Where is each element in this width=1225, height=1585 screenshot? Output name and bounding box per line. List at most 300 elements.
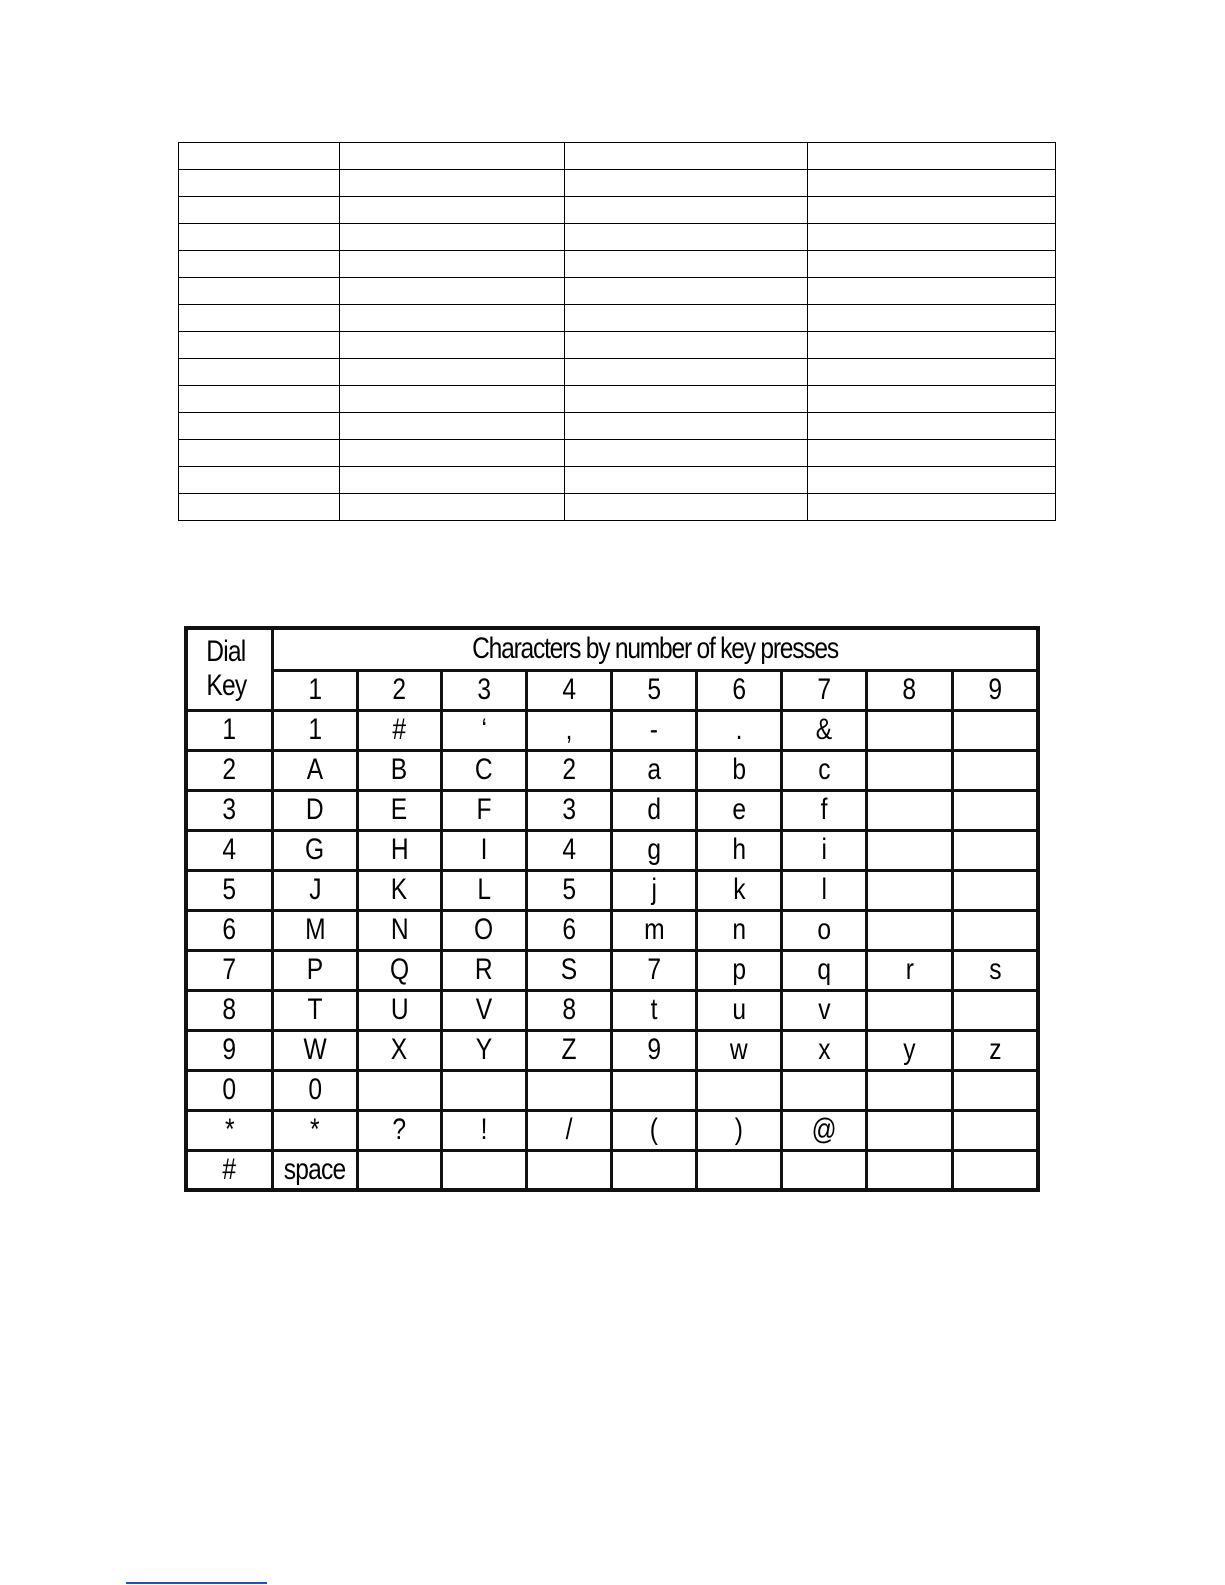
character-cell xyxy=(611,870,696,910)
press-count-label: 9 xyxy=(988,673,1002,706)
character-value: L xyxy=(477,873,490,906)
blank-table-row xyxy=(179,305,1056,332)
character-value: 9 xyxy=(647,1033,660,1066)
blank-table-row xyxy=(179,170,1056,197)
blank-table-cell xyxy=(565,224,808,251)
character-value: ( xyxy=(649,1113,658,1146)
character-cell xyxy=(952,710,1038,750)
blank-table-cell xyxy=(565,413,808,440)
character-value: space xyxy=(283,1152,346,1186)
character-cell xyxy=(357,750,441,790)
key-presses-header xyxy=(272,628,1038,670)
character-cell xyxy=(526,790,611,830)
character-cell xyxy=(952,830,1038,870)
character-value: N xyxy=(390,913,408,946)
character-cell xyxy=(526,1150,611,1190)
blank-table-cell xyxy=(565,494,808,521)
character-value: i xyxy=(821,833,826,866)
character-cell xyxy=(696,950,781,990)
character-cell xyxy=(441,910,526,950)
character-value: E xyxy=(391,793,407,826)
character-cell xyxy=(526,830,611,870)
dial-key-cell xyxy=(186,990,272,1030)
character-value: z xyxy=(989,1033,1001,1066)
blank-table-cell xyxy=(340,440,565,467)
character-value: & xyxy=(815,713,832,746)
character-value: # xyxy=(392,713,406,746)
character-cell xyxy=(272,750,357,790)
character-cell xyxy=(781,750,866,790)
character-cell xyxy=(357,1110,441,1150)
character-cell xyxy=(441,1150,526,1190)
dial-key-label: 1 xyxy=(222,713,236,746)
blank-table-cell xyxy=(179,494,340,521)
blank-table-cell xyxy=(565,440,808,467)
character-value: 8 xyxy=(562,993,575,1026)
dial-key-cell xyxy=(186,1030,272,1070)
character-cell xyxy=(611,1150,696,1190)
character-cell xyxy=(441,950,526,990)
character-value: A xyxy=(306,753,323,786)
character-cell xyxy=(272,1110,357,1150)
character-cell xyxy=(696,1110,781,1150)
blank-table-cell xyxy=(808,278,1056,305)
dial-key-row xyxy=(186,1030,1038,1070)
blank-ruled-table xyxy=(178,142,1056,521)
blank-table-cell xyxy=(808,251,1056,278)
dial-key-cell xyxy=(186,710,272,750)
blank-table-row xyxy=(179,413,1056,440)
blank-table-cell xyxy=(340,305,565,332)
character-value: ) xyxy=(734,1113,743,1146)
character-cell xyxy=(866,990,952,1030)
character-value: M xyxy=(304,913,325,946)
dial-key-label: 0 xyxy=(222,1073,236,1106)
character-value: g xyxy=(647,833,660,866)
character-value: x xyxy=(817,1033,830,1066)
dial-key-row xyxy=(186,830,1038,870)
dial-key-row xyxy=(186,790,1038,830)
character-value: 0 xyxy=(308,1073,321,1106)
character-cell xyxy=(952,990,1038,1030)
character-cell xyxy=(272,830,357,870)
character-value: D xyxy=(306,793,323,826)
blank-table-cell xyxy=(179,278,340,305)
blank-table-row xyxy=(179,278,1056,305)
character-cell xyxy=(441,1110,526,1150)
character-cell xyxy=(781,1110,866,1150)
blank-table-cell xyxy=(565,359,808,386)
character-cell xyxy=(696,990,781,1030)
character-cell xyxy=(952,750,1038,790)
blank-table-cell xyxy=(565,467,808,494)
character-value: C xyxy=(475,753,492,786)
character-value: s xyxy=(989,953,1001,986)
blank-table-cell xyxy=(179,197,340,224)
blank-table-cell xyxy=(340,467,565,494)
character-cell xyxy=(272,790,357,830)
blank-table-cell xyxy=(808,197,1056,224)
character-cell xyxy=(357,950,441,990)
blank-table-cell xyxy=(340,224,565,251)
character-value: S xyxy=(560,953,577,986)
character-cell xyxy=(696,910,781,950)
character-cell xyxy=(611,830,696,870)
press-count-header-cell xyxy=(611,670,696,710)
character-value: Z xyxy=(561,1033,576,1066)
character-value: - xyxy=(649,713,658,746)
blank-table-cell xyxy=(340,413,565,440)
blank-table-cell xyxy=(179,170,340,197)
dial-key-row xyxy=(186,710,1038,750)
dial-key-row xyxy=(186,990,1038,1030)
blank-table-cell xyxy=(179,332,340,359)
dial-key-cell xyxy=(186,790,272,830)
press-count-label: 7 xyxy=(817,673,830,706)
character-value: l xyxy=(821,873,826,906)
character-cell xyxy=(441,830,526,870)
blank-table-cell xyxy=(179,251,340,278)
dial-key-row xyxy=(186,1070,1038,1110)
blank-table-cell xyxy=(808,305,1056,332)
blank-table-cell xyxy=(565,332,808,359)
blank-table-cell xyxy=(179,305,340,332)
dial-key-label: 7 xyxy=(222,953,236,986)
character-cell xyxy=(952,1150,1038,1190)
dial-key-header-line-1: Dial xyxy=(206,634,246,668)
character-value: , xyxy=(565,713,572,746)
character-cell xyxy=(781,1030,866,1070)
blank-table-cell xyxy=(808,170,1056,197)
press-count-header-cell xyxy=(952,670,1038,710)
character-value: O xyxy=(474,913,493,946)
character-value: t xyxy=(650,993,657,1026)
character-value: y xyxy=(903,1033,915,1066)
dial-key-label: * xyxy=(224,1113,234,1146)
dial-key-cell xyxy=(186,830,272,870)
blank-table-cell xyxy=(340,143,565,170)
character-value: 1 xyxy=(308,713,321,746)
character-value: R xyxy=(475,953,492,986)
blank-table-cell xyxy=(179,359,340,386)
blank-table-cell xyxy=(565,386,808,413)
character-cell xyxy=(781,790,866,830)
blank-table-row xyxy=(179,386,1056,413)
character-cell xyxy=(696,750,781,790)
character-cell xyxy=(611,950,696,990)
press-count-header-cell xyxy=(781,670,866,710)
blank-table-cell xyxy=(808,224,1056,251)
blank-table-cell xyxy=(808,143,1056,170)
character-cell xyxy=(781,990,866,1030)
character-cell xyxy=(781,910,866,950)
character-cell xyxy=(611,790,696,830)
blank-table-row xyxy=(179,143,1056,170)
character-cell xyxy=(952,790,1038,830)
character-value: c xyxy=(817,753,830,786)
character-cell xyxy=(781,950,866,990)
dial-key-label: 2 xyxy=(222,753,236,786)
character-cell xyxy=(866,910,952,950)
character-value: Q xyxy=(389,953,409,986)
character-cell xyxy=(272,990,357,1030)
character-cell xyxy=(441,990,526,1030)
blank-table-cell xyxy=(565,197,808,224)
press-count-label: 2 xyxy=(392,673,406,706)
character-cell xyxy=(866,1070,952,1110)
character-value: J xyxy=(308,873,321,906)
blank-table-cell xyxy=(340,332,565,359)
character-value: j xyxy=(651,873,656,906)
character-cell xyxy=(611,910,696,950)
blank-table-cell xyxy=(340,170,565,197)
character-value: 5 xyxy=(562,873,575,906)
character-cell xyxy=(526,910,611,950)
press-count-label: 3 xyxy=(477,673,490,706)
blank-table-row xyxy=(179,359,1056,386)
character-value: H xyxy=(390,833,408,866)
dial-key-row xyxy=(186,1150,1038,1190)
character-value: r xyxy=(905,953,913,986)
character-cell xyxy=(526,1070,611,1110)
character-cell xyxy=(696,1070,781,1110)
blank-table-cell xyxy=(808,494,1056,521)
character-cell xyxy=(611,710,696,750)
character-cell xyxy=(526,870,611,910)
character-value: q xyxy=(817,953,830,986)
character-cell xyxy=(357,710,441,750)
dial-key-cell xyxy=(186,950,272,990)
dial-key-row xyxy=(186,750,1038,790)
character-cell xyxy=(611,1070,696,1110)
character-cell xyxy=(526,750,611,790)
character-value: X xyxy=(391,1033,407,1066)
blank-table-cell xyxy=(179,440,340,467)
blank-table-cell xyxy=(340,386,565,413)
character-cell xyxy=(866,1150,952,1190)
character-cell xyxy=(866,1030,952,1070)
press-count-label: 1 xyxy=(308,673,321,706)
blank-table-row xyxy=(179,197,1056,224)
character-value: n xyxy=(732,913,745,946)
blank-table-row xyxy=(179,251,1056,278)
character-cell xyxy=(781,830,866,870)
character-cell xyxy=(611,1110,696,1150)
press-count-header-cell xyxy=(441,670,526,710)
character-value: G xyxy=(305,833,324,866)
blank-table-cell xyxy=(808,467,1056,494)
character-cell xyxy=(441,870,526,910)
dial-key-cell xyxy=(186,870,272,910)
character-value: Y xyxy=(475,1033,492,1066)
character-cell xyxy=(272,910,357,950)
dial-key-cell xyxy=(186,1110,272,1150)
character-cell xyxy=(696,1030,781,1070)
character-value: e xyxy=(732,793,745,826)
dial-key-cell xyxy=(186,1150,272,1190)
character-value: k xyxy=(732,873,745,906)
character-cell xyxy=(441,750,526,790)
character-cell xyxy=(952,910,1038,950)
blank-table-cell xyxy=(340,278,565,305)
character-cell xyxy=(441,790,526,830)
dial-key-label: 9 xyxy=(222,1033,236,1066)
dial-key-header-line-2: Key xyxy=(206,669,247,703)
blank-table-cell xyxy=(179,224,340,251)
character-value: f xyxy=(820,793,827,826)
character-value: d xyxy=(647,793,660,826)
character-value: P xyxy=(306,953,323,986)
character-cell xyxy=(696,790,781,830)
blank-table-cell xyxy=(808,359,1056,386)
blank-table-cell xyxy=(179,386,340,413)
character-cell xyxy=(272,1030,357,1070)
character-cell xyxy=(781,1150,866,1190)
character-value: w xyxy=(730,1033,747,1066)
dial-key-row xyxy=(186,950,1038,990)
blank-table-cell xyxy=(565,278,808,305)
dial-key-row xyxy=(186,870,1038,910)
blank-table-cell xyxy=(565,305,808,332)
blank-table-cell xyxy=(179,467,340,494)
character-value: m xyxy=(643,913,664,946)
character-cell xyxy=(866,710,952,750)
character-cell xyxy=(526,1030,611,1070)
character-cell xyxy=(611,750,696,790)
character-cell xyxy=(866,750,952,790)
character-value: V xyxy=(475,993,492,1026)
blank-table-cell xyxy=(808,413,1056,440)
character-cell xyxy=(696,710,781,750)
character-cell xyxy=(357,830,441,870)
character-value: . xyxy=(735,713,742,746)
character-value: / xyxy=(565,1113,572,1146)
character-value: T xyxy=(307,993,322,1026)
character-cell xyxy=(696,830,781,870)
character-value: 6 xyxy=(562,913,575,946)
dial-key-label: 3 xyxy=(222,793,236,826)
character-cell xyxy=(611,990,696,1030)
blank-table-cell xyxy=(340,494,565,521)
blank-table-cell xyxy=(565,170,808,197)
character-cell xyxy=(781,710,866,750)
blank-table-cell xyxy=(340,359,565,386)
character-value: I xyxy=(480,833,487,866)
character-cell xyxy=(866,1110,952,1150)
character-cell xyxy=(696,1150,781,1190)
char-table-body xyxy=(186,710,1038,1190)
blank-table-row xyxy=(179,467,1056,494)
dial-key-label: # xyxy=(222,1152,236,1186)
blank-table-cell xyxy=(808,440,1056,467)
blank-table-body xyxy=(179,143,1056,521)
character-value: ? xyxy=(392,1113,406,1146)
character-value: @ xyxy=(811,1113,836,1146)
character-cell xyxy=(866,950,952,990)
blank-table-cell xyxy=(808,332,1056,359)
press-count-header-cell xyxy=(357,670,441,710)
dial-key-cell xyxy=(186,750,272,790)
character-cell xyxy=(952,1030,1038,1070)
character-cell xyxy=(952,870,1038,910)
blank-table-row xyxy=(179,494,1056,521)
character-cell xyxy=(866,790,952,830)
character-cell xyxy=(441,710,526,750)
blank-table-cell xyxy=(179,413,340,440)
dial-key-row xyxy=(186,1110,1038,1150)
blank-table-cell xyxy=(179,143,340,170)
dial-key-label: 4 xyxy=(222,833,236,866)
character-cell xyxy=(272,870,357,910)
character-value: u xyxy=(732,993,745,1026)
character-cell xyxy=(272,710,357,750)
character-cell xyxy=(357,870,441,910)
character-value: 3 xyxy=(562,793,575,826)
character-cell xyxy=(357,910,441,950)
character-cell xyxy=(611,1030,696,1070)
character-value: U xyxy=(390,993,408,1026)
key-presses-header-text: Characters by number of key presses xyxy=(471,632,838,666)
character-value: 2 xyxy=(562,753,575,786)
char-table-header-row xyxy=(186,628,1038,670)
character-value: ‘ xyxy=(481,713,486,746)
character-value: ! xyxy=(480,1113,487,1146)
press-count-header-cell xyxy=(272,670,357,710)
press-count-header-cell xyxy=(696,670,781,710)
character-cell xyxy=(952,1070,1038,1110)
character-entry-table xyxy=(184,626,1040,1192)
footer-link-underline[interactable] xyxy=(126,1582,267,1584)
character-cell xyxy=(526,990,611,1030)
dial-key-cell xyxy=(186,910,272,950)
character-value: W xyxy=(303,1033,326,1066)
blank-table-cell xyxy=(808,386,1056,413)
character-value: v xyxy=(817,993,830,1026)
character-cell xyxy=(952,1110,1038,1150)
character-cell xyxy=(526,1110,611,1150)
character-cell xyxy=(357,1070,441,1110)
press-count-label: 6 xyxy=(732,673,745,706)
character-value: h xyxy=(732,833,745,866)
character-cell xyxy=(441,1030,526,1070)
press-count-label: 5 xyxy=(647,673,660,706)
blank-table-cell xyxy=(340,251,565,278)
blank-table-row xyxy=(179,332,1056,359)
character-cell xyxy=(272,950,357,990)
blank-table-cell xyxy=(565,251,808,278)
character-value: a xyxy=(647,753,660,786)
character-value: 7 xyxy=(647,953,660,986)
character-value: p xyxy=(732,953,745,986)
blank-table-row xyxy=(179,440,1056,467)
press-count-label: 8 xyxy=(902,673,916,706)
character-value: B xyxy=(391,753,407,786)
character-cell xyxy=(272,1150,357,1190)
character-cell xyxy=(357,790,441,830)
press-count-header-row xyxy=(186,670,1038,710)
dial-key-header xyxy=(186,628,272,710)
dial-key-label: 8 xyxy=(222,993,236,1026)
character-cell xyxy=(781,870,866,910)
character-value: K xyxy=(391,873,407,906)
character-cell xyxy=(696,870,781,910)
character-cell xyxy=(272,1070,357,1110)
character-cell xyxy=(781,1070,866,1110)
character-value: F xyxy=(476,793,491,826)
blank-table-cell xyxy=(340,197,565,224)
dial-key-label: 6 xyxy=(222,913,236,946)
dial-key-cell xyxy=(186,1070,272,1110)
